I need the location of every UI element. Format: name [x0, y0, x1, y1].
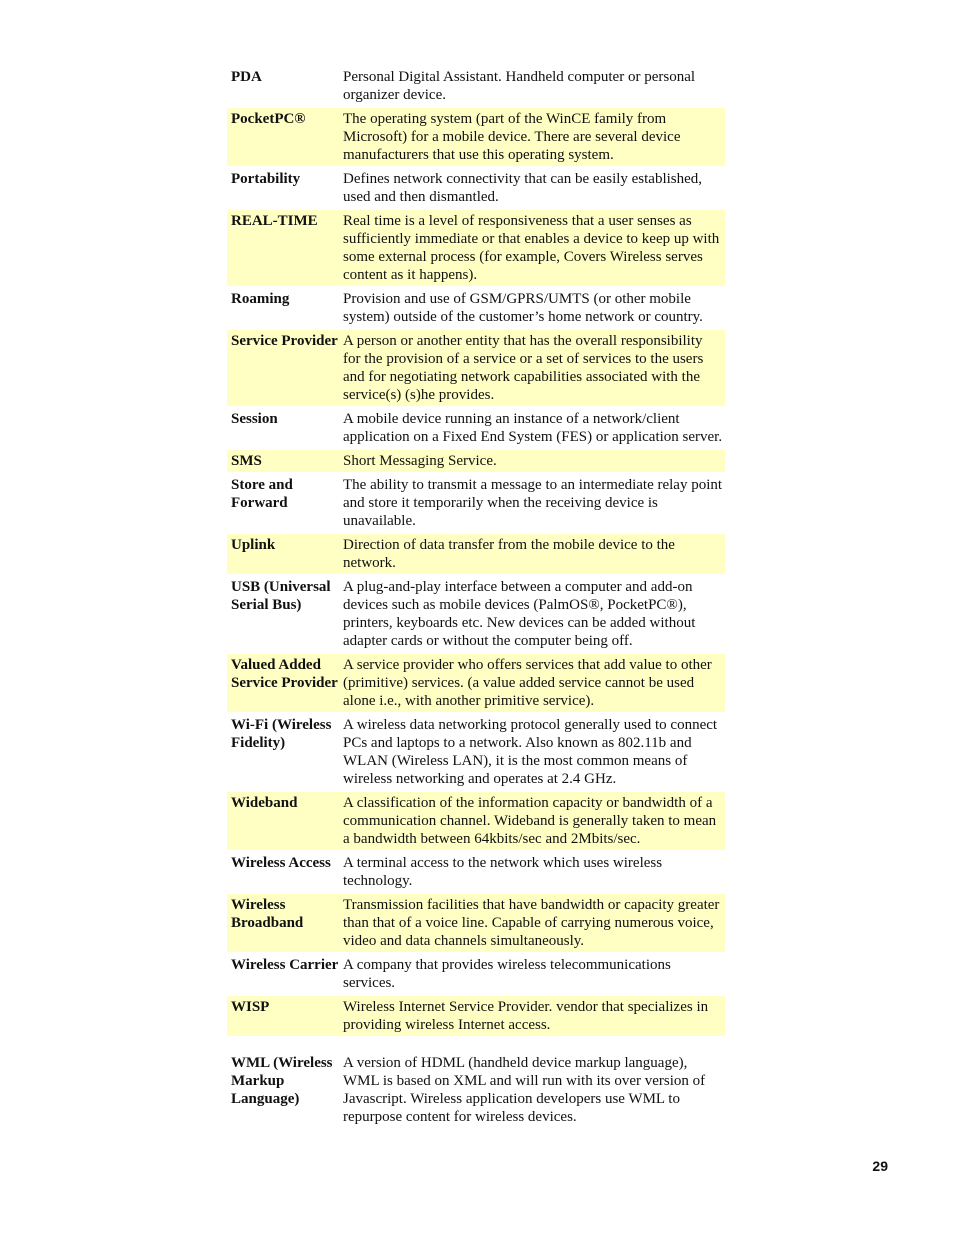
- glossary-definition: Provision and use of GSM/GPRS/UMTS (or other mobile system) outside of the customer’s home network or country.: [343, 291, 703, 325]
- glossary-definition: A service provider who offers services that add value to other (primitive) services. (a value added service cannot be used alone i.e., with another primitive service).: [343, 657, 712, 709]
- glossary-definition: A person or another entity that has the overall responsibility for the provision of a service or a set of services to the users and for negotiating network capabilities associated with the service(s) (s)he provides.: [343, 333, 704, 403]
- glossary-row-wi-fi: [227, 714, 725, 790]
- glossary-term: Wideband: [231, 795, 298, 811]
- glossary-row-wireless-carrier: [227, 954, 725, 994]
- glossary-definition: Direction of data transfer from the mobile device to the network.: [343, 537, 675, 571]
- glossary-definition: A company that provides wireless telecommunications services.: [343, 957, 671, 991]
- glossary-definition: Wireless Internet Service Provider. vendor that specializes in providing wireless Internet access.: [343, 999, 709, 1033]
- glossary-term: SMS: [231, 453, 262, 469]
- glossary-term: Uplink: [231, 537, 276, 553]
- glossary-term: PDA: [231, 69, 262, 85]
- glossary-table: [227, 66, 725, 1130]
- glossary-row-wisp: [227, 996, 725, 1036]
- glossary-definition: A wireless data networking protocol generally used to connect PCs and laptops to a network. Also known as 802.11b and WLAN (Wireless LAN), it is the most common means of wireless networking and operates at 2.4 GHz.: [343, 717, 718, 787]
- glossary-term: WML (Wireless Markup Language): [231, 1055, 333, 1107]
- glossary-row-session: [227, 408, 725, 448]
- glossary-row-sms: [227, 450, 725, 472]
- glossary-definition: A version of HDML (handheld device markup language), WML is based on XML and will run with its over version of Javascript. Wireless application developers use WML to repurpose content for wireless devices.: [343, 1055, 706, 1125]
- glossary-term: Roaming: [231, 291, 290, 307]
- glossary-definition: The ability to transmit a message to an intermediate relay point and store it temporarily when the receiving device is unavailable.: [343, 477, 723, 529]
- glossary-term: Store and Forward: [231, 477, 293, 511]
- glossary-definition: Personal Digital Assistant. Handheld computer or personal organizer device.: [343, 69, 696, 103]
- glossary-row-wireless-access: [227, 852, 725, 892]
- glossary-term: Service Provider: [231, 333, 338, 349]
- glossary-definition: Short Messaging Service.: [343, 453, 497, 469]
- page-number: 29: [872, 1158, 888, 1174]
- glossary-row-usb: [227, 576, 725, 652]
- glossary-term: Wi-Fi (Wireless Fidelity): [231, 717, 332, 751]
- glossary-term: Session: [231, 411, 278, 427]
- glossary-definition: The operating system (part of the WinCE family from Microsoft) for a mobile device. There are several device manufacturers that use this operating system.: [343, 111, 681, 163]
- glossary-definition: Real time is a level of responsiveness that a user senses as sufficiently immediate or that enables a device to keep up with some external process (for example, Covers Wireless serves content as it happens).: [343, 213, 720, 283]
- glossary-term: Wireless Broadband: [231, 897, 304, 931]
- glossary-term: Wireless Access: [231, 855, 331, 871]
- glossary-definition: A mobile device running an instance of a network/client application on a Fixed End System (FES) or application server.: [343, 411, 723, 445]
- glossary-definition: A plug-and-play interface between a computer and add-on devices such as mobile devices (PalmOS®, PocketPC®), printers, keyboards etc. New devices can be added without adapter cards or without the computer being off.: [343, 579, 696, 649]
- glossary-row-wml: [227, 1052, 725, 1128]
- glossary-definition: Defines network connectivity that can be easily established, used and then dismantled.: [343, 171, 703, 205]
- glossary-term: Valued Added Service Provider: [231, 657, 338, 691]
- glossary-row-roaming: [227, 288, 725, 328]
- glossary-row-pda: [227, 66, 725, 106]
- glossary-row-store-and-forward: [227, 474, 725, 532]
- glossary-row-real-time: [227, 210, 725, 286]
- glossary-term: USB (Universal Serial Bus): [231, 579, 331, 613]
- glossary-row-portability: [227, 168, 725, 208]
- glossary-row-uplink: [227, 534, 725, 574]
- glossary-definition: A terminal access to the network which uses wireless technology.: [343, 855, 663, 889]
- glossary-row-pocketpc: [227, 108, 725, 166]
- glossary-row-wireless-broadband: [227, 894, 725, 952]
- glossary-term: WISP: [231, 999, 270, 1015]
- glossary-definition: Transmission facilities that have bandwidth or capacity greater than that of a voice line. Capable of carrying numerous voice, video and data channels simultaneously.: [343, 897, 720, 949]
- glossary-term: PocketPC®: [231, 111, 306, 127]
- glossary-term: REAL-TIME: [231, 213, 318, 229]
- glossary-definition: A classification of the information capacity or bandwidth of a communication channel. Wideband is generally taken to mean a bandwidth between 64kbits/sec and 2Mbits/sec.: [343, 795, 717, 847]
- glossary-term: Portability: [231, 171, 301, 187]
- glossary-term: Wireless Carrier: [231, 957, 339, 973]
- glossary-row-service-provider: [227, 330, 725, 406]
- glossary-row-wideband: [227, 792, 725, 850]
- glossary-row-valued-added-service-provider: [227, 654, 725, 712]
